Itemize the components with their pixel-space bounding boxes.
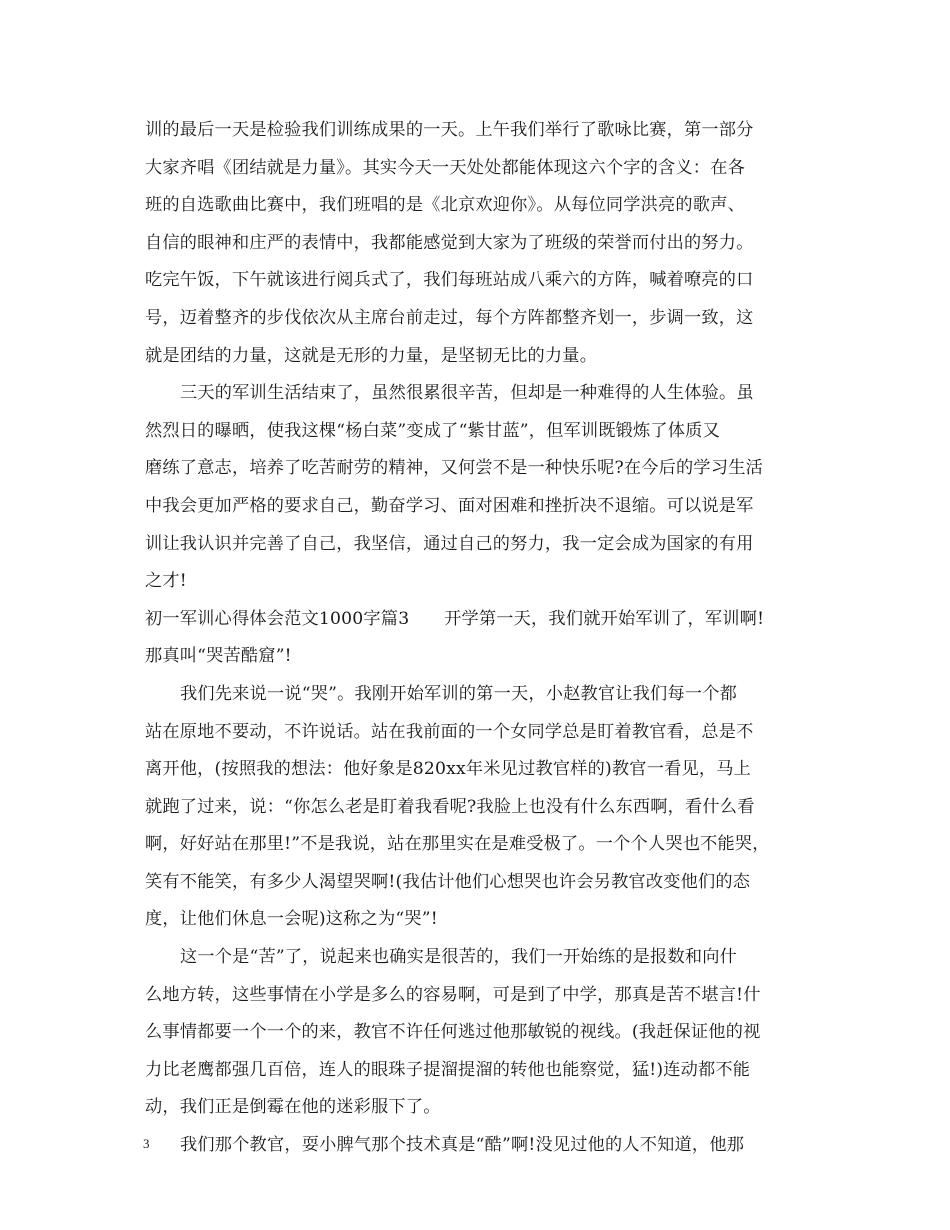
text-line: 度，让他们休息一会呢)这称之为“哭”! [145, 909, 438, 930]
text-line: 我们先来说一说“哭”。我刚开始军训的第一天，小赵教官让我们每一个都 [180, 683, 737, 704]
text-line: 号，迈着整齐的步伐依次从主席台前走过，每个方阵都整齐划一，步调一致，这 [145, 307, 754, 328]
text-line: 笑有不能笑，有多少人渴望哭啊!(我估计他们心想哭也许会另教官改变他们的态 [145, 871, 751, 892]
text-line: 大家齐唱《团结就是力量》。其实今天一天处处都能体现这六个字的含义：在各 [145, 157, 745, 178]
text-line: 就跑了过来，说：“你怎么老是盯着我看呢?我脸上也没有什么东西啊，看什么看 [145, 796, 755, 817]
text-line: 之才! [145, 571, 187, 592]
text-line: 就是团结的力量，这就是无形的力量，是坚韧无比的力量。 [145, 345, 598, 366]
text-line: 中我会更加严格的要求自己，勤奋学习、面对困难和挫折决不退缩。可以说是军 [145, 495, 754, 516]
text-line: 力比老鹰都强几百倍，连人的眼珠子提溜提溜的转他也能察觉，猛!)连动都不能 [145, 1059, 751, 1080]
text-line: 磨练了意志，培养了吃苦耐劳的精神，又何尝不是一种快乐呢?在今后的学习生活 [145, 458, 763, 479]
text-line: 这一个是“苦”了，说起来也确实是很苦的，我们一开始练的是报数和向什 [180, 947, 737, 968]
text-line: 训让我认识并完善了自己，我坚信，通过自己的努力，我一定会成为国家的有用 [145, 533, 754, 554]
text-line: 么事情都要一个一个的来，教官不许任何逃过他那敏锐的视线。(我赶保证他的视 [145, 1022, 761, 1043]
text-line: 训的最后一天是检验我们训练成果的一天。上午我们举行了歌咏比赛，第一部分 [145, 120, 754, 140]
text-line: 动，我们正是倒霉在他的迷彩服下了。 [145, 1097, 441, 1118]
text-line: 我们那个教官，耍小脾气那个技术真是“酷”啊!没见过他的人不知道，他那 [180, 1135, 745, 1156]
text-line: 三天的军训生活结束了，虽然很累很辛苦，但却是一种难得的人生体验。虽 [180, 383, 754, 404]
page-number: 3 [143, 1136, 150, 1151]
text-line: 然烈日的曝晒，使我这棵“杨白菜”变成了“紫甘蓝”，但军训既锻炼了体质又 [145, 420, 720, 441]
text-line: 吃完午饭，下午就该进行阅兵式了，我们每班站成八乘六的方阵，喊着嘹亮的口 [145, 270, 754, 291]
text-line: 初一军训心得体会范文1000字篇3 开学第一天，我们就开始军训了，军训啊! [145, 608, 765, 629]
text-line: 离开他，(按照我的想法：他好象是820xx年米见过教官样的)教官一看见，马上 [145, 759, 752, 780]
text-line: 班的自选歌曲比赛中，我们班唱的是《北京欢迎你》。从每位同学洪亮的歌声、 [145, 195, 745, 216]
text-line: 那真叫“哭苦酷窟”! [145, 646, 292, 667]
text-line: 站在原地不要动，不许说话。站在我前面的一个女同学总是盯着教官看，总是不 [145, 721, 754, 742]
text-line: 自信的眼神和庄严的表情中，我都能感觉到大家为了班级的荣誉而付出的努力。 [145, 232, 754, 253]
text-line: 么地方转，这些事情在小学是多么的容易啊，可是到了中学，那真是苦不堪言!什 [145, 984, 761, 1005]
text-line: 啊，好好站在那里!”不是我说，站在那里实在是难受极了。一个个人哭也不能哭， [145, 834, 770, 855]
document-body [145, 112, 810, 1165]
